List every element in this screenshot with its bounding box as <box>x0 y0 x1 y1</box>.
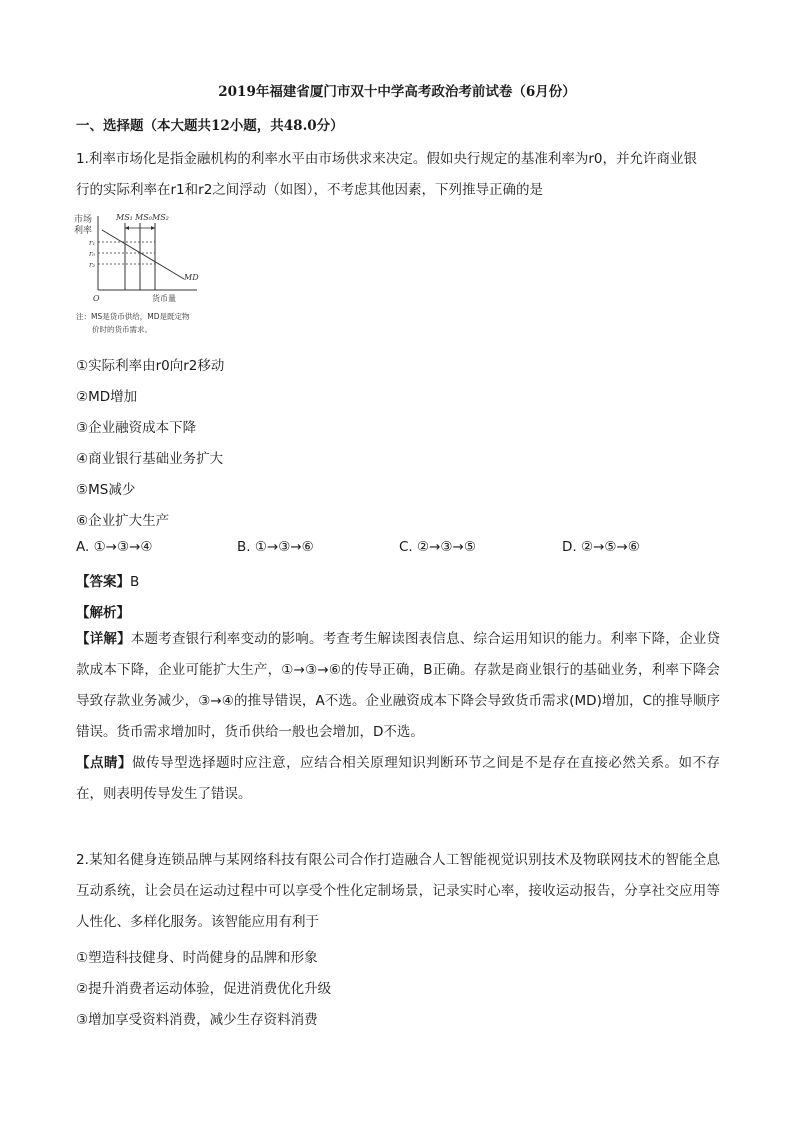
q1-stem-line-2: 行的实际利率在r1和r2之间浮动（如图），不考虑其他因素，下列推导正确的是 <box>76 182 544 198</box>
q1-stem-line-1: 1.利率市场化是指金融机构的利率水平由市场供求来决定。假如央行规定的基准利率为r0，并允许商业银 <box>76 151 698 167</box>
figure-note-1: 注：MS是货币供给，MD是既定物 <box>76 312 190 321</box>
answer-label: 【答案】 <box>76 574 130 590</box>
x-axis-label: 货币量 <box>152 294 176 303</box>
q1-statement: ⑥企业扩大生产 <box>76 513 170 529</box>
analysis-label: 【解析】 <box>76 605 130 621</box>
option-d[interactable]: D. ②→⑤→⑥ <box>562 539 640 555</box>
interest-rate-figure <box>72 208 242 348</box>
q2-statement: ②提升消费者运动体验，促进消费优化升级 <box>76 981 332 997</box>
r1-label: r₁ <box>89 239 96 247</box>
detail-paragraph <box>76 624 720 748</box>
q1-statement: ②MD增加 <box>76 389 138 405</box>
tip-paragraph <box>76 748 720 810</box>
detail-text: 本题考查银行利率变动的影响。考查考生解读图表信息、综合运用知识的能力。利率下降，企业贷款成本下降，企业可能扩大生产，①→③→⑥的传导正确，B正确。存款是商业银行的基础业务，利率下降会导致存款业务减少，③→④的推导错误，A不选。企业融资成本下降会导致货币需求(MD)增加，C的推导顺序错误。货币需求增加时，货币供给一般也会增加，D不选。 <box>76 631 721 740</box>
answer-line <box>76 570 139 590</box>
y-axis-label-1: 市场 <box>74 215 93 225</box>
y-axis-label-2: 利率 <box>74 226 93 236</box>
r0-label: r₀ <box>89 250 96 258</box>
q1-statement: ①实际利率由r0向r2移动 <box>76 358 225 374</box>
figure-note-2: 价时的货币需求。 <box>92 325 152 334</box>
tip-text: 做传导型选择题时应注意，应结合相关原理知识判断环节之间是不是存在直接必然关系。如不存在，则表明传导发生了错误。 <box>76 755 721 802</box>
option-c[interactable]: C. ②→③→⑤ <box>399 539 476 555</box>
q1-statement: ⑤MS减少 <box>76 482 136 498</box>
q1-statement: ③企业融资成本下降 <box>76 420 197 436</box>
q2-stem: 2.某知名健身连锁品牌与某网络科技有限公司合作打造融合人工智能视觉识别技术及物联网技术的智能全息互动系统，让会员在运动过程中可以享受个性化定制场景，记录实时心率，接收运动报告，分享社交应用等人性化、多样化服务。该智能应用有利于 <box>76 852 720 930</box>
q2-statement: ③增加享受资料消费，减少生存资料消费 <box>76 1012 318 1028</box>
r2-label: r₂ <box>89 261 96 269</box>
md-curve <box>102 230 184 279</box>
q1-options <box>76 539 720 559</box>
document-title: 2019年福建省厦门市双十中学高考政治考前试卷（6月份） <box>218 84 576 100</box>
option-b[interactable]: B. ①→③→⑥ <box>237 539 314 555</box>
detail-label: 【详解】 <box>76 631 131 647</box>
tip-label: 【点睛】 <box>76 755 133 771</box>
arrow-right-icon <box>151 226 155 230</box>
ms2-label: MS₂ <box>152 213 169 222</box>
ms1-label: MS₁ <box>116 213 133 222</box>
option-a[interactable]: A. ①→③→④ <box>76 539 153 555</box>
md-label: MD <box>184 273 199 282</box>
answer-value: B <box>130 574 140 590</box>
section-heading: 一、选择题（本大题共12小题，共48.0分） <box>76 118 344 134</box>
q2-statement: ①塑造科技健身、时尚健身的品牌和形象 <box>76 950 318 966</box>
origin-label: O <box>93 294 100 303</box>
q1-statement: ④商业银行基础业务扩大 <box>76 451 224 467</box>
arrow-left-icon <box>125 226 129 230</box>
ms0-label: MS₀ <box>135 213 152 222</box>
